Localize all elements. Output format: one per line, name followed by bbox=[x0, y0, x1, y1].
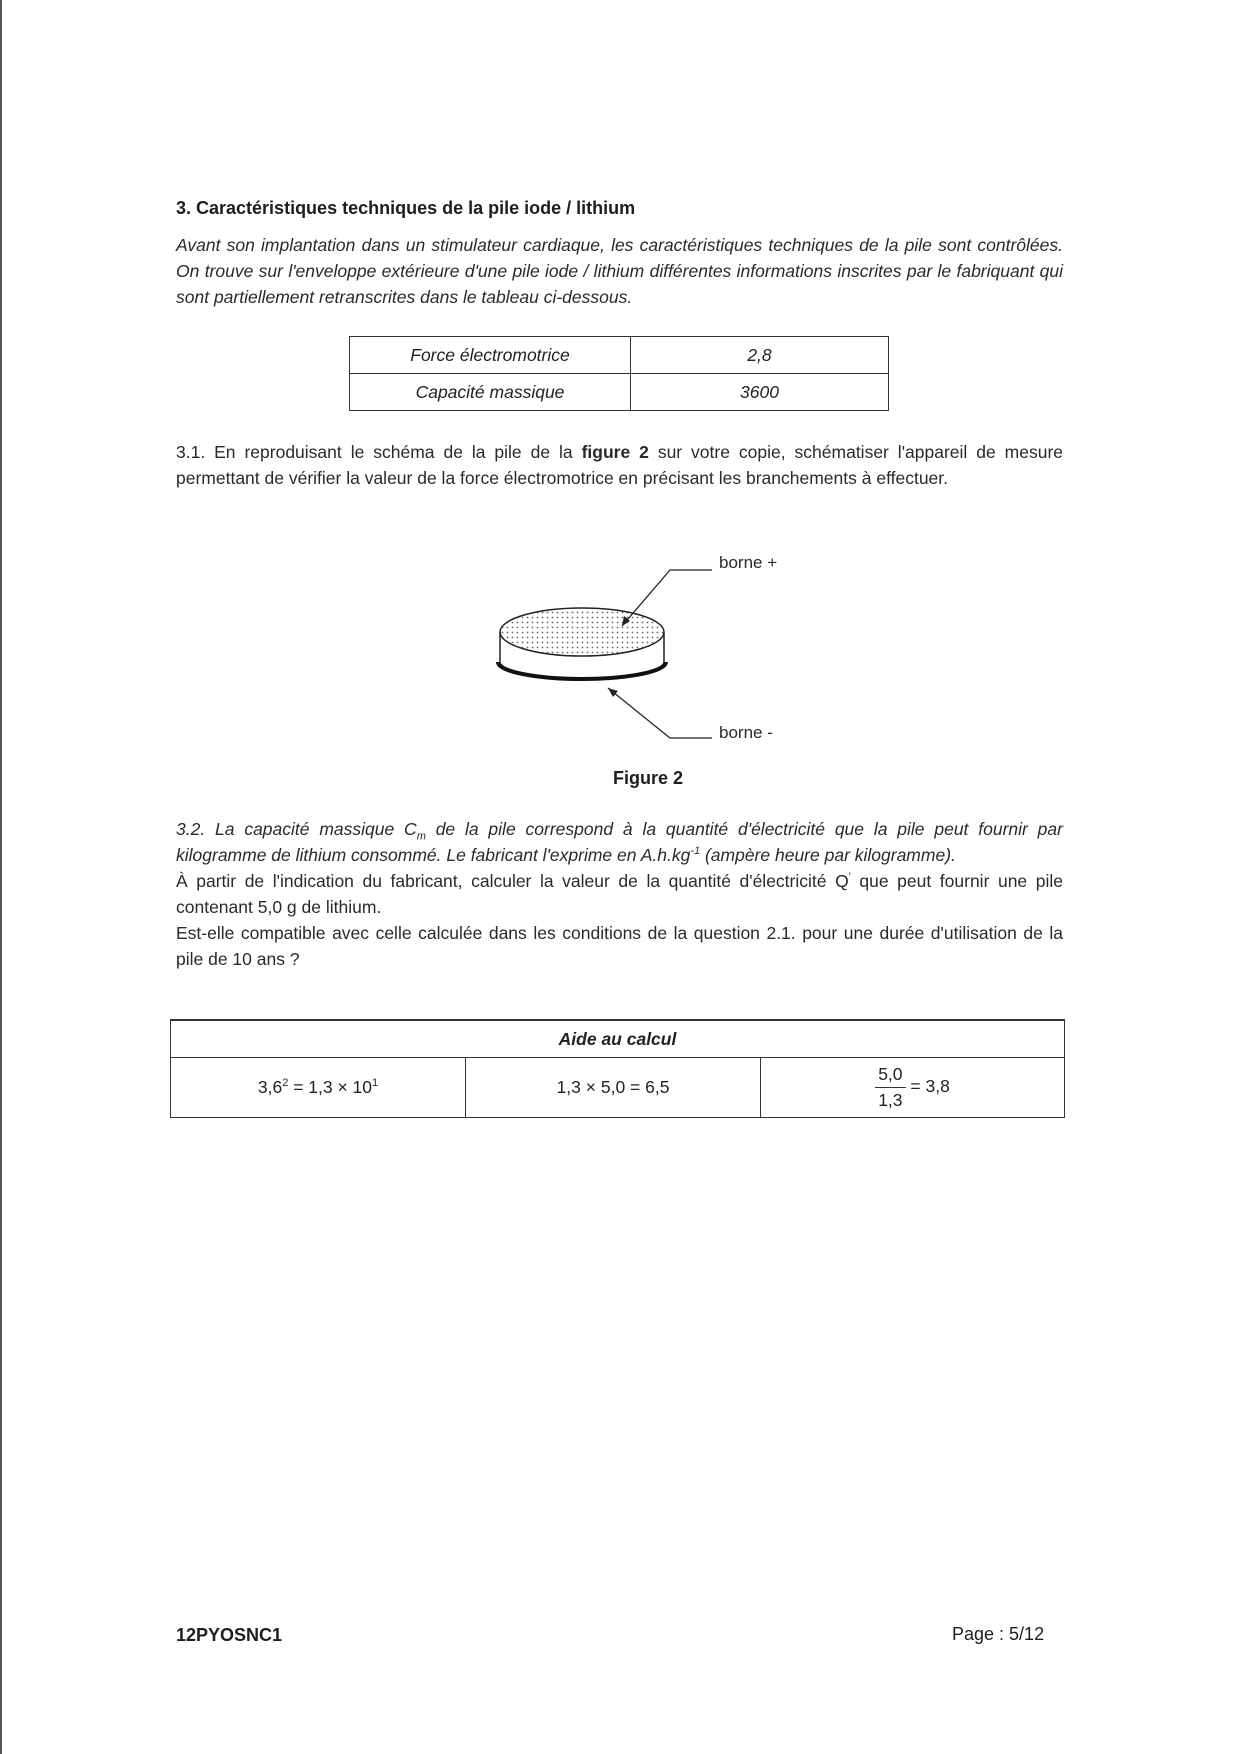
section-heading: 3. Caractéristiques techniques de la pile iode / lithium bbox=[176, 198, 636, 218]
q32-prime: ' bbox=[848, 871, 851, 884]
q32-exponent: -1 bbox=[690, 845, 701, 858]
positive-terminal-top bbox=[500, 608, 664, 656]
q32-instruction bbox=[176, 871, 1063, 917]
q32-def-part1: 3.2. La capacité massique C bbox=[176, 819, 417, 839]
q31-text-start: 3.1. En reproduisant le schéma de la pile de la bbox=[176, 442, 582, 462]
fraction-result: = 3,8 bbox=[905, 1076, 950, 1097]
intro-paragraph bbox=[176, 232, 1063, 310]
scan-edge bbox=[0, 0, 2, 1754]
calc-cell-1 bbox=[171, 1058, 466, 1118]
q32-def-part3: (ampère heure par kilogramme). bbox=[700, 845, 956, 865]
label-borne-plus: borne + bbox=[719, 553, 778, 572]
calc-cell-3 bbox=[761, 1058, 1065, 1118]
q32-def-part2: de la pile correspond à la quantité d'électricité que la pile peut fournir par kilogramme de lithium consommé. Le fabricant l'exprime en A.h.kg bbox=[176, 819, 1063, 865]
calc-help-header-row bbox=[171, 1020, 1065, 1058]
calc-cell-2: 1,3 × 5,0 = 6,5 bbox=[466, 1058, 761, 1118]
calc-help-title: Aide au calcul bbox=[171, 1020, 1065, 1058]
calc-help-row bbox=[171, 1058, 1065, 1118]
fraction-numerator: 5,0 bbox=[875, 1064, 905, 1088]
q32-instr-part1: À partir de l'indication du fabricant, calculer la valeur de la quantité d'électricité Q bbox=[176, 871, 849, 891]
exam-code: 12PYOSNC1 bbox=[176, 1625, 283, 1645]
q32-question: Est-elle compatible avec celle calculée dans les conditions de la question 2.1. pour une durée d'utilisation de la pile de 10 ans ? bbox=[176, 923, 1063, 969]
q32-instr-part2: que peut fournir une pile contenant 5,0 g de lithium. bbox=[176, 871, 1063, 917]
fraction bbox=[875, 1064, 905, 1111]
leader-line-minus bbox=[608, 688, 712, 738]
spec-label: Capacité massique bbox=[350, 374, 631, 411]
spec-label: Force électromotrice bbox=[350, 337, 631, 374]
intro-line-3: inscrites par le fabriquant qui sont partiellement retranscrites dans le tableau ci-dessous. bbox=[176, 261, 1064, 307]
question-3-1 bbox=[176, 439, 1063, 491]
calc1-mid: = 1,3 × 10 bbox=[288, 1077, 373, 1097]
q32-definition bbox=[176, 819, 1063, 865]
fraction-denominator: 1,3 bbox=[878, 1090, 903, 1110]
intro-line-2: contrôlées. On trouve sur l'enveloppe extérieure d'une pile iode / lithium différentes informations bbox=[176, 235, 1063, 281]
page-number: Page : 5/12 bbox=[952, 1624, 1045, 1644]
calc1-base: 3,6 bbox=[257, 1077, 283, 1097]
q32-subscript-m: m bbox=[416, 830, 426, 843]
intro-line-1: Avant son implantation dans un stimulateur cardiaque, les caractéristiques techniques de la pile sont bbox=[176, 235, 972, 255]
spec-value: 2,8 bbox=[631, 337, 889, 374]
q31-text-end: sur votre copie, schématiser l'appareil de mesure permettant de vérifier la valeur de la force électromotrice en précisant les branchements à effectuer. bbox=[176, 442, 1064, 488]
table-row bbox=[350, 374, 889, 411]
figure-caption: Figure 2 bbox=[612, 768, 683, 788]
calc1-exp: 2 bbox=[282, 1077, 289, 1090]
calc-help-table bbox=[170, 1019, 1065, 1118]
spec-value: 3600 bbox=[631, 374, 889, 411]
calc1-exp2: 1 bbox=[372, 1077, 379, 1090]
q31-figure-ref: figure 2 bbox=[581, 442, 649, 462]
label-borne-minus: borne - bbox=[719, 723, 773, 742]
table-row bbox=[350, 337, 889, 374]
specs-table bbox=[349, 336, 889, 411]
question-3-2 bbox=[176, 816, 1063, 972]
